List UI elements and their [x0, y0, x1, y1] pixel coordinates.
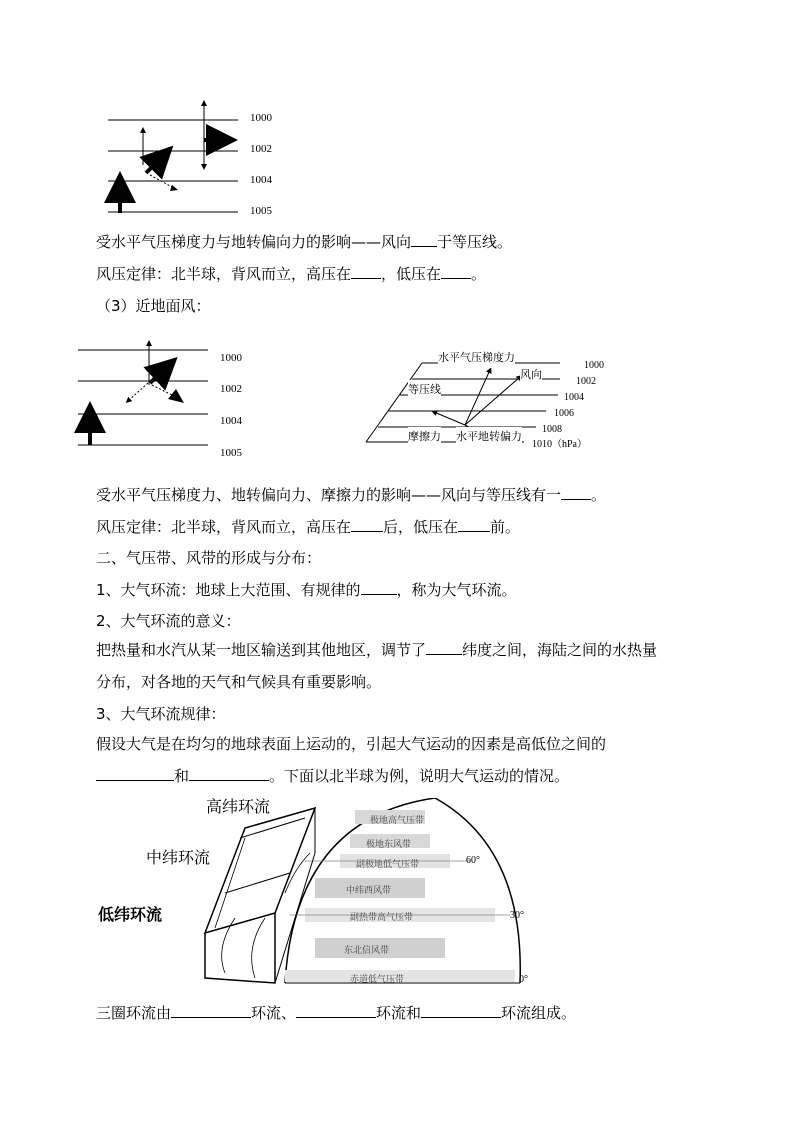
text-line	[96, 232, 512, 252]
text-segment: 风压定律：北半球，背风而立，高压在	[96, 265, 352, 283]
text-line	[96, 640, 657, 660]
text-line	[96, 264, 486, 284]
text-segment: 风压定律：北半球，背风而立，高压在	[96, 518, 352, 536]
text-segment: 后，低压在	[383, 518, 459, 536]
section-heading: 2、大气环流的意义：	[96, 612, 241, 630]
text-segment: 前。	[490, 518, 521, 536]
text-line: 分布，对各地的天气和气候具有重要影响。	[96, 673, 382, 691]
belt-label: 东北信风带	[344, 946, 390, 956]
belt-label: 极地东风带	[366, 840, 412, 850]
text-segment: 1、大气环流：地球上大范围、有规律的	[96, 581, 361, 599]
text-segment: ，低压在	[381, 265, 442, 283]
belt-label: 赤道低气压带	[350, 975, 405, 985]
isobar-label: 1005	[250, 205, 272, 217]
answer-blank[interactable]	[361, 580, 397, 595]
answer-blank[interactable]	[421, 1003, 501, 1018]
text-line	[96, 766, 569, 786]
text-segment: 把热量和水汽从某一地区输送到其他地区，调节了	[96, 641, 427, 659]
answer-blank[interactable]	[96, 766, 174, 781]
answer-blank[interactable]	[458, 517, 490, 532]
text-segment: 于等压线。	[437, 233, 513, 251]
belt-label: 副热带高气压带	[350, 913, 414, 923]
text-segment: 纬度之间，海陆之间的水热量	[462, 641, 658, 659]
text-segment: 。	[591, 486, 607, 504]
text-segment: ，称为大气环流。	[396, 581, 517, 599]
force-label: 水平地转偏力	[456, 427, 522, 447]
section-heading: （3）近地面风：	[96, 297, 211, 315]
answer-blank[interactable]	[296, 1003, 376, 1018]
isobar-label: 1006	[554, 408, 574, 419]
force-label: 摩擦力	[408, 427, 441, 447]
isobar-label: 1005	[220, 447, 242, 459]
isobar-label: 1002	[576, 376, 596, 387]
text-segment: 和	[174, 767, 190, 785]
text-segment: 环流和	[376, 1004, 422, 1022]
answer-blank[interactable]	[441, 264, 471, 279]
isobar-label: 1002	[220, 383, 242, 395]
text-segment: 受水平气压梯度力、地转偏向力、摩擦力的影响——风向与等压线有一	[96, 486, 562, 504]
text-line: 假设大气是在均匀的地球表面上运动的，引起大气运动的因素是高低位之间的	[96, 735, 607, 753]
text-segment: 受水平气压梯度力与地转偏向力的影响——风向	[96, 233, 412, 251]
answer-blank[interactable]	[189, 766, 269, 781]
section-heading: 3、大气环流规律：	[96, 705, 226, 723]
isobar-label: 1008	[542, 424, 562, 435]
surface-wind-diagram	[72, 335, 272, 460]
text-segment: 环流组成。	[501, 1004, 577, 1022]
force-label: 风向	[520, 365, 542, 385]
text-line	[96, 485, 606, 505]
text-line	[96, 580, 517, 600]
isobar-label: 1010（hPa）	[532, 439, 587, 450]
answer-blank[interactable]	[561, 485, 591, 500]
text-line	[96, 517, 520, 537]
text-segment: 三圈环流由	[96, 1004, 172, 1022]
cell-label: 中纬环流	[146, 850, 211, 867]
cell-label: 高纬环流	[206, 799, 271, 816]
belt-label: 副极地低气压带	[356, 860, 420, 870]
force-label: 水平气压梯度力	[438, 348, 515, 368]
answer-blank[interactable]	[411, 232, 437, 247]
belt-label: 极地高气压带	[370, 816, 425, 826]
answer-blank[interactable]	[351, 264, 381, 279]
answer-blank[interactable]	[426, 640, 462, 655]
isobar-label: 1000	[584, 360, 604, 371]
text-segment: 。下面以北半球为例，说明大气运动的情况。	[269, 767, 570, 785]
latitude-label: 30°	[510, 910, 524, 921]
force-label: 等压线	[408, 380, 441, 400]
answer-blank[interactable]	[171, 1003, 251, 1018]
text-segment: 。	[471, 265, 487, 283]
isobar-label: 1000	[250, 112, 272, 124]
text-segment: 环流、	[251, 1004, 297, 1022]
belt-label: 中纬西风带	[346, 886, 392, 896]
text-line	[96, 1003, 576, 1023]
isobar-label: 1004	[564, 392, 584, 403]
latitude-label: 60°	[466, 855, 480, 866]
cell-label: 低纬环流	[98, 907, 163, 924]
section-heading: 二、气压带、风带的形成与分布：	[96, 549, 322, 567]
isobar-label: 1002	[250, 143, 272, 155]
isobar-label: 1000	[220, 352, 242, 364]
isobar-label: 1004	[220, 415, 242, 427]
answer-blank[interactable]	[351, 517, 383, 532]
latitude-label: 0°	[519, 974, 528, 985]
isobar-label: 1004	[250, 174, 272, 186]
